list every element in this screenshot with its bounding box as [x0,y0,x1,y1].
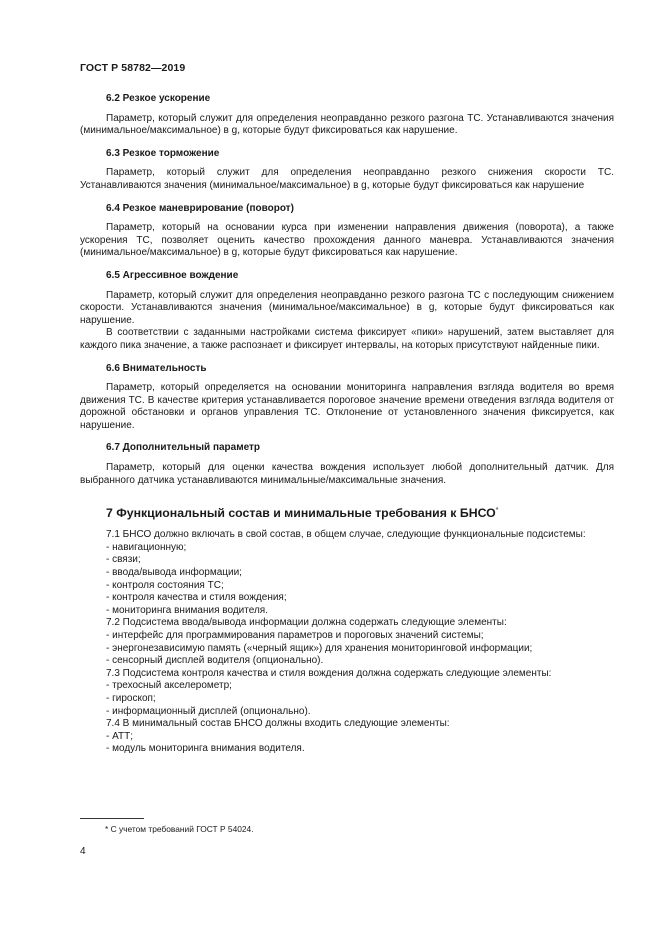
footnote-mark: * [495,507,499,515]
list-item: - интерфейс для программирования параметров и пороговых значений системы; [106,630,484,641]
section-title: 6.7 Дополнительный параметр [106,442,261,454]
block-7-1 [80,529,614,617]
section-title: 6.5 Агрессивное вождение [106,269,239,281]
section-6-5 [80,270,614,353]
list-item: - энергонезависимую память («черный ящик») для хранения мониторинговой информации; [106,642,533,654]
paragraph: Параметр, который определяется на основании мониторинга направления взгляда водителя во время движения ТС. В качестве критерия устанавливается пороговое значение времени отведения взгляда водителя от дорожной обстановки и органов управления ТС. Отклонение от установленного значения фиксируется, как нарушение. [80,382,614,431]
page-content [80,93,614,756]
section-6-6 [80,363,614,433]
section-title: 6.3 Резкое торможение [106,147,220,159]
section-title: 6.2 Резкое ускорение [106,93,211,104]
block-7-3 [80,668,614,718]
section-title: 6.4 Резкое маневрирование (поворот) [106,202,294,214]
list-item: - контроля качества и стиля вождения; [106,592,287,604]
clause-intro: 7.1 БНСО должно включать в свой состав, в общем случае, следующие функциональные подсистемы: [106,529,586,541]
block-7-4 [80,718,614,756]
list-item: - мониторинга внимания водителя. [106,604,268,616]
clause-intro: 7.3 Подсистема контроля качества и стиля вождения должна содержать следующие элементы: [106,667,552,679]
list-item: - ввода/вывода информации; [106,567,242,579]
list-item: - трехосный акселерометр; [106,680,232,692]
list-item: - связи; [106,554,141,566]
clause-intro: 7.2 Подсистема ввода/вывода информации должна содержать следующие элементы: [106,617,507,629]
list-item: - модуль мониторинга внимания водителя. [106,743,305,755]
block-7-2 [80,617,614,667]
list-item: - навигационную; [106,541,187,553]
footnote: * С учетом требований ГОСТ Р 54024. [105,824,254,834]
clause-intro: 7.4 В минимальный состав БНСО должны входить следующие элементы: [106,718,450,730]
list-item: - информационный дисплей (опционально). [106,705,311,717]
paragraph: Параметр, который на основании курса при изменении направления движения (поворота), а также ускорения ТС, позволяет оценить качество прохождения данного маневра. Устанавливаются значения (минимальное/максимальное) в g, которые будут фиксироваться как нарушение. [80,222,614,259]
page-number: 4 [80,846,86,857]
section-6-3 [80,148,614,193]
paragraph: Параметр, который для оценки качества вождения использует любой дополнительный датчик. Для выбранного датчика устанавливаются минимальные/максимальные значения. [80,462,614,486]
paragraph: В соответствии с заданными настройками система фиксирует «пики» нарушений, затем выставляет для каждого пика значение, а также распознает и фиксирует интервалы, на которых присутствуют найденные пики. [80,327,614,351]
section-6-2 [80,93,614,138]
section-6-4 [80,203,614,260]
doc-header-code: ГОСТ Р 58782—2019 [80,62,186,74]
list-item: - сенсорный дисплей водителя (опционально). [106,655,324,667]
section-6-7 [80,442,614,487]
paragraph: Параметр, который служит для определения неоправданно резкого разгона ТС. Устанавливаются значения (минимальное/максимальное) в g, которые будут фиксироваться как нарушение. [80,112,614,137]
paragraph: Параметр, который служит для определения неоправданно резкого разгона ТС с последующим снижением скорости. Устанавливаются значения (минимальное/максимальное) в g, которые будут фиксироваться как нарушение. [80,289,614,326]
list-item: - контроля состояния ТС; [106,579,224,591]
chapter-7-title [80,503,614,521]
list-item: - гироскоп; [106,692,156,704]
section-title: 6.6 Внимательность [106,362,207,374]
chapter-title-text: 7 Функциональный состав и минимальные требования к БНСО [106,506,496,521]
footnote-divider [80,818,144,819]
paragraph: Параметр, который служит для определения неоправданно резкого снижения скорости ТС. Устанавливаются значения (минимальное/максимальное) в g, которые будут фиксироваться как нарушение [80,167,614,191]
list-item: - АТТ; [106,730,133,742]
